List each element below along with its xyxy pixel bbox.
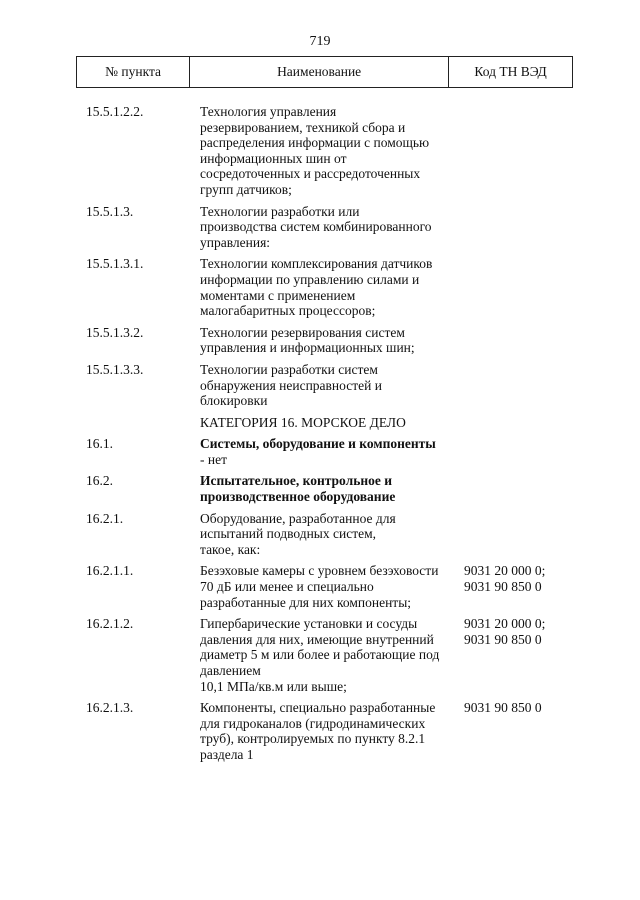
- item-name: Технологии разработки систем обнаружения неисправностей и блокировки: [200, 361, 382, 409]
- item-code: [456, 511, 586, 558]
- item-name: Компоненты, специально разработанные для гидроканалов (гидродинамических труб), контролируемых по пункту 8.2.1 раздела 1: [200, 700, 436, 762]
- item-code: 9031 20 000 0; 9031 90 850 0: [464, 563, 546, 595]
- item-number: 15.5.1.2.2.: [86, 104, 144, 119]
- item-number: 16.2.1.: [86, 510, 124, 526]
- category-row: [86, 415, 586, 431]
- table-header: [76, 56, 573, 88]
- item-code: [456, 204, 586, 251]
- table-row: [86, 204, 586, 251]
- item-code: [456, 256, 586, 318]
- table-row: [86, 325, 586, 356]
- header-item-number: № пункта: [77, 57, 190, 88]
- item-name: Технологии комплексирования датчиков информации по управлению силами и моментами с применением малогабаритных процессоров;: [200, 256, 433, 319]
- item-name: Технологии резервирования систем управления и информационных шин;: [200, 324, 415, 356]
- item-number: 16.2.1.1.: [86, 563, 134, 579]
- table-row: [86, 436, 586, 467]
- item-code: 9031 90 850 0: [464, 700, 542, 716]
- table-row: [86, 473, 586, 504]
- item-name: Технология управления резервированием, техникой сбора и распределения информации с помощью информационных шин от сосредоточенных и рассредоточенных групп датчиков;: [200, 104, 430, 197]
- item-code: [456, 104, 586, 198]
- item-number: 16.2.: [86, 473, 113, 489]
- item-name: Технологии разработки или производства систем комбинированного управления:: [200, 203, 432, 250]
- item-name: Испытательное, контрольное и производственное оборудование: [200, 473, 396, 505]
- table-row: [86, 616, 586, 694]
- header-item-code: Код ТН ВЭД: [449, 57, 573, 88]
- table-row: [86, 563, 586, 610]
- item-number: 16.1.: [86, 436, 113, 452]
- item-code: [456, 325, 586, 356]
- item-name: Оборудование, разработанное для испытаний подводных систем, такое, как:: [200, 510, 396, 557]
- document-body: [86, 104, 586, 769]
- item-number: 15.5.1.3.3.: [86, 361, 144, 377]
- item-name: Системы, оборудование и компоненты - нет: [200, 436, 436, 467]
- page-number: 719: [309, 34, 331, 49]
- table-row: [86, 700, 586, 762]
- item-code: [456, 473, 586, 504]
- item-code: [456, 362, 586, 409]
- table-row: [86, 511, 586, 558]
- item-number: 15.5.1.3.2.: [86, 324, 144, 340]
- category-heading: КАТЕГОРИЯ 16. МОРСКОЕ ДЕЛО: [200, 414, 406, 430]
- table-row: [86, 362, 586, 409]
- item-code: [456, 436, 586, 467]
- item-name: Безэховые камеры с уровнем безэховости 70 дБ или менее и специально разработанные для них компоненты;: [200, 563, 439, 610]
- item-number: 15.5.1.3.: [86, 203, 134, 219]
- item-number: 15.5.1.3.1.: [86, 256, 144, 272]
- table-row: [86, 256, 586, 318]
- item-number: 16.2.1.3.: [86, 700, 134, 716]
- table-row: [86, 104, 586, 198]
- item-number: 16.2.1.2.: [86, 616, 134, 632]
- item-name: Гипербарические установки и сосуды давления для них, имеющие внутренний диаметр 5 м или более и работающие под давлением 10,1 МПа/кв.м или выше;: [200, 616, 440, 694]
- header-item-name: Наименование: [190, 57, 449, 88]
- item-code: 9031 20 000 0; 9031 90 850 0: [464, 616, 546, 647]
